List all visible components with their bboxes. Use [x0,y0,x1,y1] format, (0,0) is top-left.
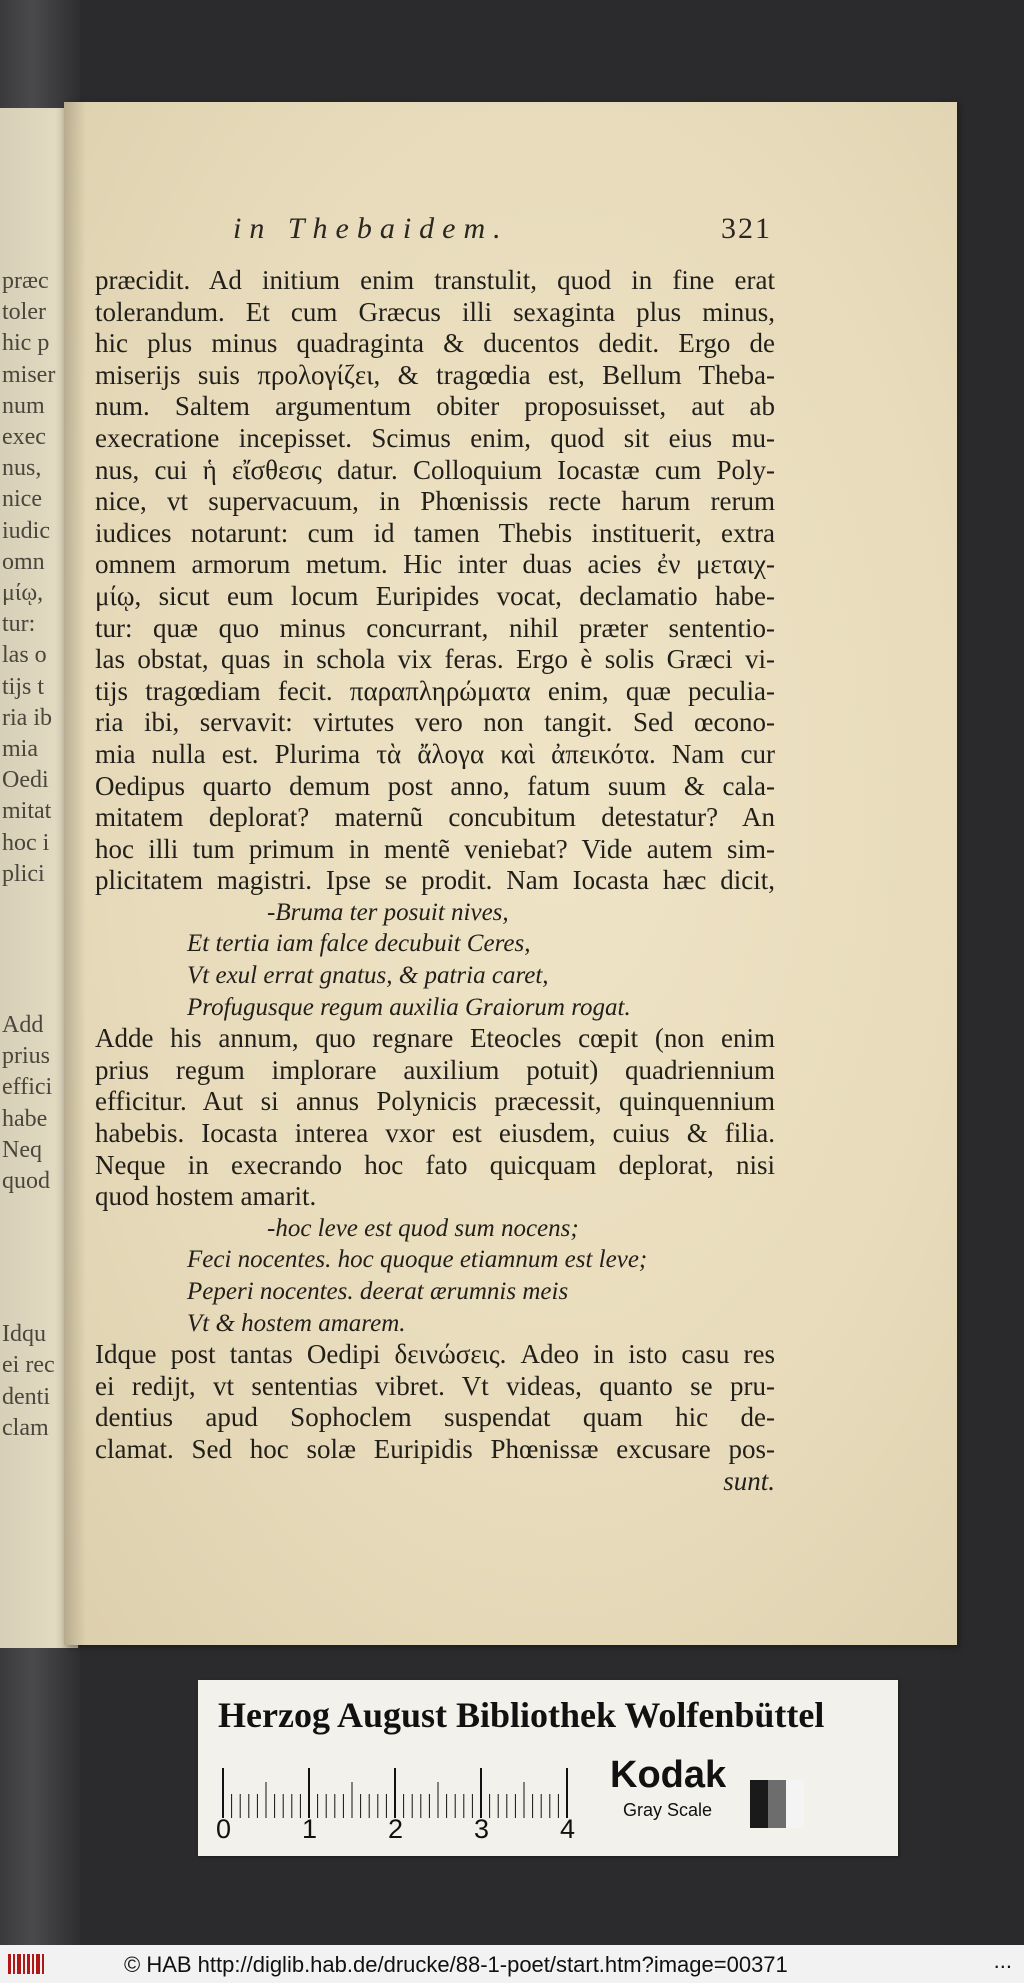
ruler-number: 4 [560,1814,576,1844]
paragraph-3 [95,1339,775,1465]
text-line: execratione incepisset. Scimus enim, quod sit eius mu- [95,422,775,453]
text-line: plicitatem magistri. Ipse se prodit. Nam Iocasta hæc dicit, [95,865,775,896]
text-line: ria ibi, servavit: virtutes vero non tangit. Sed œcono- [95,707,775,738]
gray-step [786,1780,804,1828]
text-line: Idque post tantas Oedipi δεινώσεις. Adeo in isto casu res [95,1339,775,1370]
previous-page-fragment: clam [2,1414,49,1441]
previous-page-fragment: miser [2,361,56,388]
previous-page-fragment: mitat [2,798,52,825]
text-line: Neque in execrando hoc fato quicquam deplorat, nisi [95,1149,775,1180]
previous-page-fragment: toler [2,299,46,326]
gray-step [768,1780,786,1828]
previous-page-fragment: ei rec [2,1352,55,1379]
text-line: præcidit. Ad initium enim transtulit, quod in fine erat [95,265,775,295]
text-line: μίῳ, sicut eum locum Euripides vocat, declamatio habe- [95,580,775,611]
previous-page-fragment: μίῳ, [2,580,44,607]
previous-page-fragment: tijs t [2,673,45,700]
text-line: tijs tragœdiam fecit. παραπληρώματα enim, quæ peculia- [95,675,775,706]
gray-step [750,1780,768,1828]
previous-page-fragment: Add [2,1012,44,1039]
previous-page-fragment: ria ib [2,704,52,731]
previous-page-fragment: exec [2,424,46,451]
text-line: iudices notarunt: cum id tamen Thebis instituerit, extra [95,517,775,548]
text-line: num. Saltem argumentum obiter proposuisset, aut ab [95,391,775,422]
text-line: hoc illi tum primum in mentẽ veniebat? Vide autem sim- [95,833,775,864]
previous-page-fragment: las o [2,642,47,669]
source-link[interactable]: © HAB http://diglib.hab.de/drucke/88-1-poet/start.htm?image=00371 [124,1952,788,1977]
previous-page-fragment: tur: [2,611,36,638]
catchword: sunt. [723,1465,775,1496]
text-line: nice, vt supervacuum, in Phœnissis recte harum rerum [95,486,775,517]
previous-page-fragment: hoc i [2,829,50,856]
running-head: in Thebaidem. [233,212,509,245]
previous-page-fragment: mia [2,736,38,763]
ruler-number: 1 [302,1814,318,1844]
text-line: omnem armorum metum. Hic inter duas acies ἐν μεταιχ- [95,549,775,580]
verse-line: Vt & hostem amarem. [187,1309,406,1337]
previous-page-fragment: denti [2,1383,50,1410]
text-line: habebis. Iocasta interea vxor est eiusdem, cuius & filia. [95,1118,775,1149]
text-line: hic plus minus quadraginta & ducentos dedit. Ergo de [95,328,775,359]
previous-page-fragment: nus, [2,455,42,482]
previous-page-fragment: præc [2,268,49,294]
page-header [233,212,783,252]
footer-bar [0,1945,1024,1983]
page-gutter-shadow [64,102,86,1645]
text-line: miserijs suis προλογίζει, & tragœdia est, Bellum Theba- [95,359,775,390]
previous-page-fragment: habe [2,1105,48,1132]
previous-page-fragment: plici [2,860,45,887]
text-line: Adde his annum, quo regnare Eteocles cœpit (non enim [95,1023,775,1054]
ruler-number: 0 [216,1814,232,1844]
library-name: Herzog August Bibliothek Wolfenbüttel [218,1695,825,1735]
text-line: clamat. Sed hoc solæ Euripidis Phœnissæ excusare pos- [95,1433,775,1464]
previous-page-fragment: quod [2,1168,50,1195]
verse-quotation-2 [95,1213,775,1339]
paragraph-2 [95,1023,775,1213]
text-line: prius regum implorare auxilium potuit) quadriennium [95,1054,775,1085]
hab-barcode-icon[interactable] [8,1952,48,1976]
previous-page-fragment: prius [2,1043,50,1070]
page-body [95,265,775,1497]
text-line: mia nulla est. Plurima τὰ ἄλογα καὶ ἀπεικότα. Nam cur [95,738,775,769]
text-line: efficitur. Aut si annus Polynicis præcessit, quinquennium [95,1086,775,1117]
previous-page-fragment: effici [2,1074,53,1101]
previous-page-fragment: Oedi [2,767,49,794]
verse-line: Peperi nocentes. deerat ærumnis meis [187,1278,569,1305]
previous-page-fragment: hic p [2,330,50,357]
verse-line: Feci nocentes. hoc quoque etiamnum est leve; [187,1246,648,1274]
text-line: Oedipus quarto demum post anno, fatum suum & cala- [95,770,775,801]
previous-page-fragment: Idqu [2,1321,46,1348]
kodak-logo: Kodak [610,1754,727,1796]
text-line: tolerandum. Et cum Græcus illi sexaginta plus minus, [95,296,775,327]
verse-line: Et tertia iam falce decubuit Ceres, [187,930,531,958]
verse-line: -Bruma ter posuit nives, [267,898,509,926]
text-line: nus, cui ἡ εἴσθεσις datur. Colloquium Iocastæ cum Poly- [95,454,775,485]
page-number: 321 [721,212,772,245]
more-options-icon[interactable]: ... [993,1948,1012,1973]
text-line: dentius apud Sophoclem suspendat quam hic de- [95,1402,775,1433]
library-label-card [198,1680,898,1856]
verse-line: Profugusque regum auxilia Graiorum rogat. [187,993,631,1021]
previous-page-fragment: omn [2,548,45,575]
gray-scale-label: Gray Scale [623,1800,713,1820]
previous-page-fragment: iudic [2,517,50,544]
paragraph-1 [95,265,775,897]
text-line: ei redijt, vt sententias vibret. Vt videas, quanto se pru- [95,1370,775,1401]
previous-page-fragment: num [2,392,45,419]
text-line: mitatem deplorat? maternũ concubitum detestatur? An [95,802,775,833]
text-line: las obstat, quas in schola vix feras. Ergo è solis Græci vi- [95,644,775,675]
verse-line: -hoc leve est quod sum nocens; [267,1214,579,1242]
gray-scale-patch [750,1780,804,1828]
text-line: quod hostem amarit. [95,1181,317,1212]
measurement-ruler [222,1758,592,1818]
previous-page-fragment: nice [2,486,42,513]
ruler-number: 3 [474,1814,490,1844]
previous-page-fragment: Neq [2,1136,42,1163]
text-line: tur: quæ quo minus concurrant, nihil præter sententio- [95,612,775,643]
verse-line: Vt exul errat gnatus, & patria caret, [187,962,549,990]
ruler-number: 2 [388,1814,404,1844]
verse-quotation-1 [95,897,775,1023]
